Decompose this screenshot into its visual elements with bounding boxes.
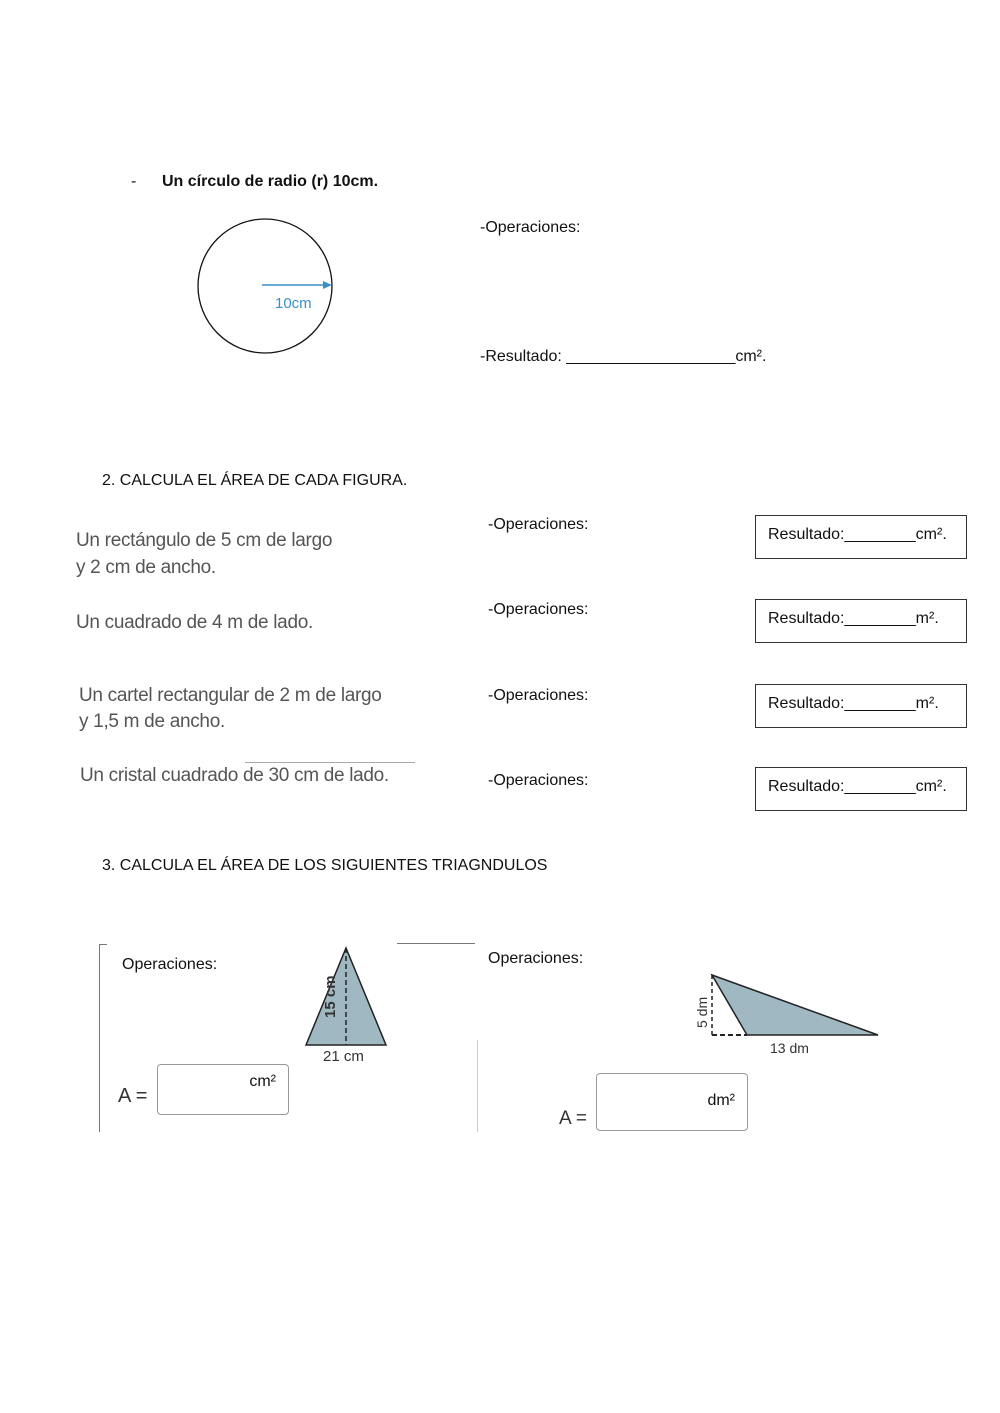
bullet: - [131,173,137,190]
section2-heading: 2. CALCULA EL ÁREA DE CADA FIGURA. [102,472,408,489]
circle-title: Un círculo de radio (r) 10cm. [162,173,379,190]
problem-text: Un rectángulo de 5 cm de largo [76,530,333,551]
circle-figure [190,215,340,360]
base-label: 21 cm [323,1048,364,1065]
height-label: 5 dm [694,996,710,1028]
problem-text: y 2 cm de ancho. [76,557,216,578]
operaciones-label: -Operaciones: [488,772,589,789]
area-input[interactable]: cm² [157,1064,289,1115]
resultado-box[interactable]: Resultado:________m². [755,684,967,728]
operaciones-label: -Operaciones: [488,601,589,618]
obtuse-triangle-figure [705,970,885,1040]
resultado-box[interactable]: Resultado:________cm². [755,515,967,559]
base-label: 13 dm [770,1040,809,1056]
a-label: A = [118,1085,148,1107]
area-input[interactable]: dm² [596,1073,748,1131]
problem-text: Un cuadrado de 4 m de lado. [76,612,313,633]
resultado-box[interactable]: Resultado:________m². [755,599,967,643]
operaciones-label: -Operaciones: [488,516,589,533]
operaciones-label: Operaciones: [488,950,584,967]
resultado-field[interactable]: -Resultado: ___________________cm². [480,348,767,365]
height-label: 15 cm [322,975,339,1018]
left-border [99,944,100,1132]
problem-text: y 1,5 m de ancho. [79,711,225,732]
isosceles-triangle-figure [300,945,395,1050]
operaciones-label: -Operaciones: [480,219,581,236]
arrow-head-icon [323,281,332,289]
resultado-box[interactable]: Resultado:________cm². [755,767,967,811]
a-label: A = [559,1108,587,1129]
divider [245,762,415,763]
section3-heading: 3. CALCULA EL ÁREA DE LOS SIGUIENTES TRIAGNDULOS [102,857,548,874]
problem-text: Un cristal cuadrado de 30 cm de lado. [80,765,389,786]
operaciones-label: -Operaciones: [488,687,589,704]
radius-label: 10cm [275,295,312,312]
operaciones-label: Operaciones: [122,956,218,973]
problem-text: Un cartel rectangular de 2 m de largo [79,685,382,706]
